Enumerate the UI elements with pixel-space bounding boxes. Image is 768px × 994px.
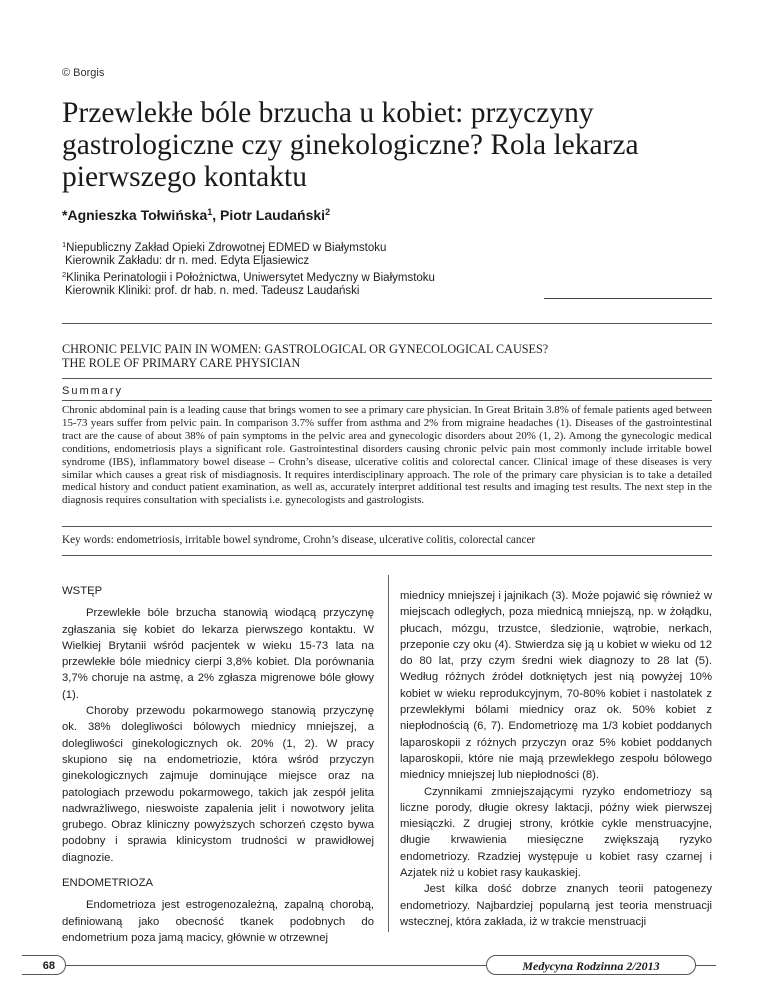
keywords: Key words: endometriosis, irritable bowel syndrome, Crohn’s disease, ulcerative colitis, colorectal cancer xyxy=(62,534,536,546)
column-divider xyxy=(388,575,389,932)
authors xyxy=(62,207,330,223)
affiliation-line xyxy=(65,255,309,267)
journal-name: Medycyna Rodzinna 2/2013 xyxy=(486,955,696,975)
section-heading-endometriosis: ENDOMETRIOZA xyxy=(62,877,154,890)
affiliation-divider xyxy=(544,298,712,299)
paragraph: Przewlekłe bóle brzucha stanowią wiodącą przyczynę zgłaszania się kobiet do lekarza pierwszego kontaktu. W Wielkiej Brytanii wśród pacjentek w wieku 15-73 lata na przewlekłe bóle miednicy cierpi 3,8% kobiet. Dla porównania 3,7% choruje na astmę, a 2% zgłasza migrenowe bóle głowy (1). xyxy=(62,607,374,701)
article-title: Przewlekłe bóle brzucha u kobiet: przyczyny gastrologiczne czy ginekologiczne? Rola lekarza pierwszego kontaktu xyxy=(62,97,639,193)
page-number: 68 xyxy=(22,955,66,975)
affiliation-mark: 1 xyxy=(62,240,67,249)
english-title-line: CHRONIC PELVIC PAIN IN WOMEN: GASTROLOGICAL OR GYNECOLOGICAL CAUSES? xyxy=(62,342,549,356)
author-1-affiliation-mark: 1 xyxy=(207,207,213,217)
summary-text: Chronic abdominal pain is a leading cause that brings women to see a primary care physician. In Great Britain 3.8% of female patients aged between 15-73 years suffer from pelvic pain. In comparison 3.7% suffer from asthma and 2% from migraine headaches (1). Diseases of the gastrointestinal tract are the cause of about 38% of pain symptoms in the pelvic area and gynecologic disorders about 20% (1, 2). Among the gynecologic medical conditions, endometriosis plays a significant role. Gastrointestinal disorders causing chronic pelvic pain most commonly include irritable bowel syndrome (IBS), inflammatory bowel disease – Crohn’s disease, ulcerative colitis and colorectal cancer. Clinical image of these diseases is very similar which causes a great risk of misdiagnosis. It requires interdisciplinary approach. The role of the primary care physician is to take a detailed medical history and conduct patient examination, as well as, accurately interpret additional test results and imaging test results. The next step in the diagnosis requires consultation with specialists i.e. gynecologists and gastrologists. xyxy=(62,404,712,507)
affiliation-text: Niepubliczny Zakład Opieki Zdrowotnej EDMED w Białymstoku xyxy=(66,242,387,254)
affiliation-mark: 2 xyxy=(62,270,67,279)
affiliation-line xyxy=(62,270,435,284)
copyright-notice: © Borgis xyxy=(62,67,105,79)
affiliation-text: Kierownik Kliniki: prof. dr hab. n. med. Tadeusz Laudański xyxy=(65,285,360,297)
paragraph: Czynnikami zmniejszającymi ryzyko endometriozy są liczne porody, długie okresy laktacji, późny wiek pierwszej miesiączki. Z drugiej strony, krótkie cykle menstruacyjne, długie krwawienia miesięczne zwiększają ryzyko endometriozy. Rzadziej występuje u kobiet rasy czarnej i Azjatek niż u kobiet rasy kaukaskiej. xyxy=(400,785,712,880)
affiliation-text: Klinika Perinatologii i Położnictwa, Uniwersytet Medyczny w Białymstoku xyxy=(66,272,435,284)
footer-rule-tail xyxy=(696,965,716,966)
top-divider xyxy=(62,323,712,324)
affiliation-line xyxy=(62,240,386,254)
author-separator: , xyxy=(212,207,221,223)
author-2-affiliation-mark: 2 xyxy=(325,207,331,217)
summary-heading-divider xyxy=(62,400,712,401)
paragraph: Jest kilka dość dobrze znanych teorii patogenezy endometriozy. Najbardziej popularną jest teoria menstruacji wstecznej, która zakłada, iż w trakcie menstruacji xyxy=(400,883,712,928)
footer-rule xyxy=(66,965,486,966)
paragraph: Choroby przewodu pokarmowego stanowią przyczynę ok. 38% dolegliwości bólowych miednicy mniejszej, a dolegliwości ginekologicznych ok. 20% (1, 2). W pracy skupiono się na endometriozie, która wśród przyczyn ginekologicznych zajmuje dominujące miejsce oraz na patologiach przewodu pokarmowego, takich jak zespół jelita nadwrażliwego, nieswoiste zapalenia jelit i nowotwory jelita grubego. Obraz kliniczny powyższych schorzeń często bywa podobny i sprawia klinicystom trudności w prawidłowej diagnozie. xyxy=(62,705,374,864)
author-2: Piotr Laudański xyxy=(220,207,326,223)
affiliation-text: Kierownik Zakładu: dr n. med. Edyta Eljasiewicz xyxy=(65,255,310,267)
paragraph: miednicy mniejszej i jajnikach (3). Może pojawić się również w miejscach odległych, poza miednicą mniejszą, np. w żołądku, płucach, mózgu, trzustce, śledzionie, wątrobie, nerkach, przeponie czy oku (4). Stwierdza się ją u kobiet w wieku od 12 do 80 lat, przy czym średni wiek diagnozy to 28 lat (5). Według różnych źródeł dotkniętych jest nią powyżej 10% kobiet w wieku reprodukcyjnym, 70-80% kobiet i nastolatek z przewlekłymi bólami miednicy oraz ok. 50% kobiet z niepłodnością (6, 7). Endometriozę ma 1/3 kobiet poddanych laparoskopii z różnych przyczyn oraz 5% kobiet poddanych laparoskopii, które nie mają przewlekłego zespołu bólowego miednicy mniejszej lub niepłodności (8). xyxy=(400,590,712,782)
english-title-line: THE ROLE OF PRIMARY CARE PHYSICIAN xyxy=(62,356,301,370)
section-heading-intro: WSTĘP xyxy=(62,585,103,597)
left-column xyxy=(62,583,374,946)
keywords-top-divider xyxy=(62,526,712,527)
paragraph: Endometrioza jest estrogenozależną, zapalną chorobą, definiowaną jako obecność tkanek podobnych do endometrium poza jamą macicy, głównie w otrzewnej xyxy=(62,899,374,944)
affiliation-line xyxy=(65,285,359,297)
english-title xyxy=(62,342,712,370)
right-column xyxy=(400,588,712,930)
author-1: Agnieszka Tołwińska xyxy=(67,207,208,223)
summary-heading: Summary xyxy=(62,385,124,397)
author-asterisk: * xyxy=(62,207,68,223)
summary-top-divider xyxy=(62,378,712,379)
keywords-bottom-divider xyxy=(62,555,712,556)
